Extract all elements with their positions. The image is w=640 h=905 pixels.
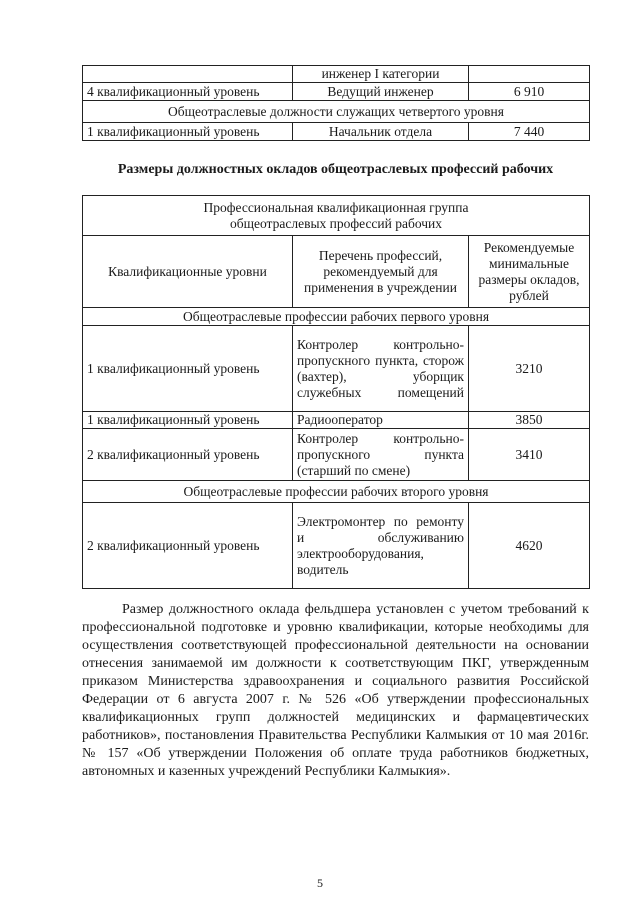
salary-cell: 4620 [469,503,590,589]
section-title: Общеотраслевые профессии рабочих первого уровня [83,308,590,326]
salary-cell: 3850 [469,412,590,429]
section-title: Общеотраслевые профессии рабочих второго уровня [83,481,590,503]
table-row [83,429,590,481]
header-professions: Перечень профессий, рекомендуемый для применения в учреждении [293,236,469,308]
level-cell: 1 квалификационный уровень [83,326,293,412]
workers-salary-table [82,195,590,589]
section-heading: Размеры должностных окладов общеотраслевых профессий рабочих [117,162,554,177]
table-section-row [83,481,590,503]
group-title-cell [83,196,590,236]
position-cell: Начальник отдела [293,123,469,141]
table-group-header [83,196,590,236]
table-row [83,83,590,101]
group-title: Общеотраслевые должности служащих четвертого уровня [83,101,590,123]
table-group-row [83,101,590,123]
table-row [83,412,590,429]
table-section-row [83,308,590,326]
salary-cell: 7 440 [469,123,590,141]
header-salary: Рекомендуемые минимальные размеры окладов, рублей [469,236,590,308]
group-title-line: общеотраслевых профессий рабочих [229,215,443,231]
level-cell: 1 квалификационный уровень [83,123,293,141]
level-cell: 4 квалификационный уровень [83,83,293,101]
position-cell: Ведущий инженер [293,83,469,101]
level-cell: 2 квалификационный уровень [83,429,293,481]
table-row [83,503,590,589]
group-title-line: Профессиональная квалификационная группа [203,199,469,215]
header-level: Квалификационные уровни [83,236,293,308]
professions-cell: Контролер контрольно-пропускного пункта, сторож (вахтер), уборщик служебных помещений [293,326,469,412]
professions-cell: Радиооператор [293,412,469,429]
body-paragraph: Размер должностного оклада фельдшера установлен с учетом требований к профессиональной подготовке и уровню квалификации, которые необходимы для осуществления соответствующей профессиональной деятельности на основании отнесения занимаемой им должности к соответствующим ПКГ, утвержденным приказом Министерства здравоохранения и социального развития Российской Федерации от 6 августа 2007 г. № 526 «Об утверждении профессиональных квалификационных групп должностей медицинских и фармацевтических работников», постановления Правительства Республики Калмыкия от 10 мая 2016г. № 157 «Об утверждении Положения об оплате труда работников бюджетных, автономных и казенных учреждений Республики Калмыкия». [82,602,589,779]
professions-cell: Контролер контрольно-пропускного пункта (старший по смене) [293,429,469,481]
level-cell [83,66,293,83]
level-cell: 1 квалификационный уровень [83,412,293,429]
table-row [83,123,590,141]
table-row [83,326,590,412]
salary-cell [469,66,590,83]
position-cell: инженер I категории [293,66,469,83]
salary-cell: 3210 [469,326,590,412]
salary-cell: 3410 [469,429,590,481]
professions-cell: Электромонтер по ремонту и обслуживанию электрооборудования, водитель [293,503,469,589]
table-header-row [83,236,590,308]
salary-cell: 6 910 [469,83,590,101]
page-number: 5 [317,876,323,890]
salary-table-continued [82,65,590,141]
table-row [83,66,590,83]
level-cell: 2 квалификационный уровень [83,503,293,589]
